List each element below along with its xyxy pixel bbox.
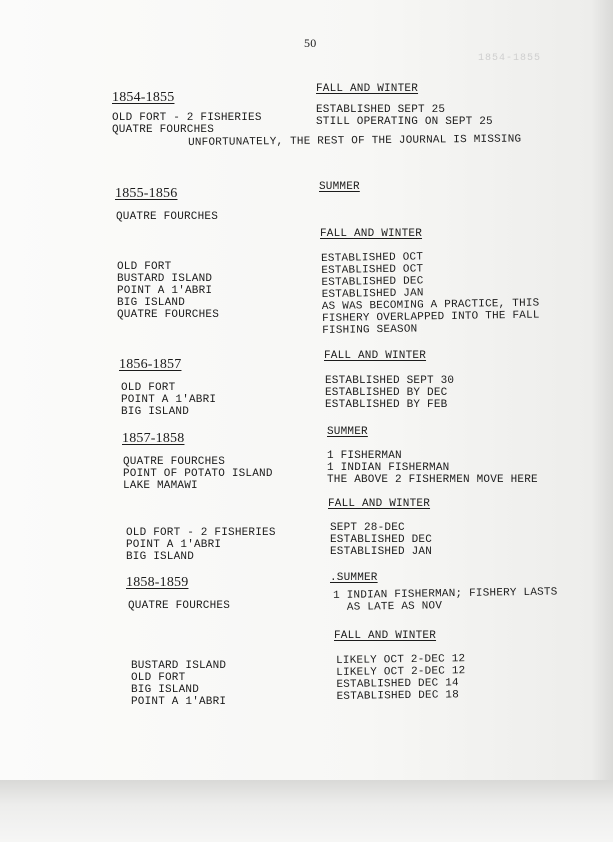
text-line: ESTABLISHED SEPT 30 — [325, 375, 455, 387]
text-line: BUSTARD ISLAND — [117, 273, 213, 285]
season-heading-fall-winter: FALL AND WINTER — [328, 498, 431, 510]
notes-list — [333, 586, 558, 614]
place-list — [123, 456, 273, 492]
text-line: QUATRE FOURCHES — [117, 309, 220, 321]
page-bottom-shadow — [0, 780, 613, 842]
text-line: OLD FORT - 2 FISHERIES — [112, 112, 262, 124]
text-line: POINT A 1'ABRI — [121, 394, 217, 406]
text-line: FISHERY OVERLAPPED INTO THE FALL — [321, 309, 540, 325]
text-line: ESTABLISHED DEC 18 — [336, 689, 460, 703]
text-line: 1 INDIAN FISHERMAN — [327, 462, 450, 474]
year-heading-1858-1859: 1858-1859 — [126, 575, 189, 590]
text-line: ESTABLISHED DEC — [330, 534, 433, 546]
text-line: BIG ISLAND — [117, 297, 186, 309]
text-line: QUATRE FOURCHES — [112, 124, 215, 136]
text-line: OLD FORT — [117, 261, 172, 273]
text-line: STILL OPERATING ON SEPT 25 — [316, 116, 493, 128]
text-line: ESTABLISHED SEPT 25 — [316, 104, 446, 116]
text-line: BUSTARD ISLAND — [131, 660, 227, 672]
year-heading-1855-1856: 1855-1856 — [115, 186, 178, 201]
notes-list — [330, 522, 432, 558]
place-list — [121, 382, 216, 418]
page-number: 50 — [304, 36, 317, 50]
notes-list — [325, 375, 454, 411]
text-line: ESTABLISHED BY FEB — [325, 399, 448, 411]
text-line: AS LATE AS NOV — [333, 600, 443, 614]
text-line: POINT OF POTATO ISLAND — [123, 468, 273, 480]
notes-list — [321, 250, 540, 337]
year-heading-1856-1857: 1856-1857 — [119, 357, 182, 372]
text-line: ESTABLISHED BY DEC — [325, 387, 448, 399]
season-heading-summer: SUMMER — [327, 426, 368, 438]
season-heading-summer: SUMMER — [319, 181, 360, 193]
place-list — [128, 600, 230, 612]
text-line: LIKELY OCT 2-DEC 12 — [336, 665, 466, 679]
text-line: FISHING SEASON — [322, 323, 418, 337]
year-heading-1857-1858: 1857-1858 — [122, 431, 185, 446]
text-line: 1 FISHERMAN — [327, 450, 402, 462]
place-list — [126, 527, 276, 563]
text-line: POINT A 1'ABRI — [117, 285, 213, 297]
text-line: OLD FORT - 2 FISHERIES — [126, 527, 276, 539]
text-line: ESTABLISHED OCT — [321, 263, 424, 277]
year-heading-1854-1855: 1854-1855 — [112, 90, 175, 105]
place-list — [112, 112, 262, 136]
season-heading-fall-winter: FALL AND WINTER — [320, 228, 423, 240]
text-line: LIKELY OCT 2-DEC 12 — [336, 653, 466, 667]
text-line: QUATRE FOURCHES — [116, 211, 219, 223]
place-list — [117, 261, 219, 321]
place-list — [131, 660, 226, 708]
season-heading-fall-winter: FALL AND WINTER — [334, 630, 437, 642]
text-line: ESTABLISHED DEC 14 — [336, 677, 459, 691]
text-line: ESTABLISHED JAN — [330, 546, 433, 558]
text-line: ESTABLISHED DEC — [321, 275, 424, 289]
text-line: 1 INDIAN FISHERMAN; FISHERY LASTS — [333, 586, 558, 602]
text-line: AS WAS BECOMING A PRACTICE, THIS — [321, 297, 540, 313]
text-line: BIG ISLAND — [131, 684, 200, 696]
text-line: POINT A 1'ABRI — [131, 696, 227, 708]
notes-list — [336, 653, 466, 703]
text-line: QUATRE FOURCHES — [128, 600, 231, 612]
text-line: BIG ISLAND — [126, 551, 195, 563]
season-heading-summer: .SUMMER — [330, 572, 378, 584]
page-edge-shadow — [591, 0, 613, 780]
text-line: POINT A 1'ABRI — [126, 539, 222, 551]
text-line: OLD FORT — [121, 382, 176, 394]
text-line: SEPT 28-DEC — [330, 522, 405, 534]
bleed-through-mark: 1854-1855 — [478, 53, 542, 64]
place-list — [116, 211, 218, 223]
text-line: BIG ISLAND — [121, 406, 190, 418]
text-line: ESTABLISHED JAN — [321, 287, 424, 301]
season-heading-fall-winter: FALL AND WINTER — [324, 350, 427, 362]
notes-list — [316, 104, 493, 128]
text-line: LAKE MAMAWI — [123, 480, 198, 492]
season-heading-fall-winter: FALL AND WINTER — [316, 83, 419, 95]
text-line: OLD FORT — [131, 672, 186, 684]
notes-list — [327, 450, 538, 486]
text-line: THE ABOVE 2 FISHERMEN MOVE HERE — [327, 474, 538, 486]
text-line: QUATRE FOURCHES — [123, 456, 226, 468]
text-line: ESTABLISHED OCT — [321, 251, 424, 265]
missing-journal-note: UNFORTUNATELY, THE REST OF THE JOURNAL IS MISSING — [188, 133, 522, 149]
